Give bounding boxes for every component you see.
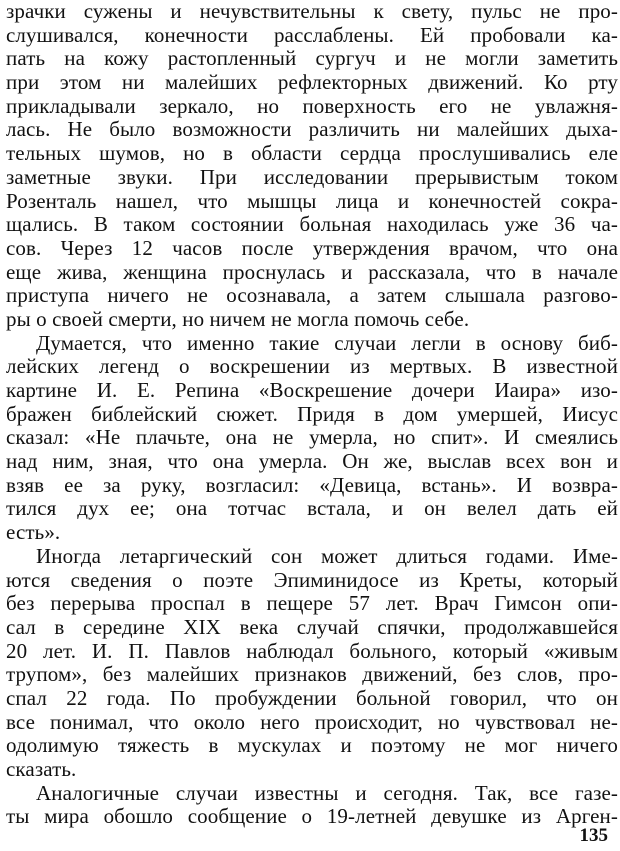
text-line: над ним, зная, что она умерла. Он же, выслав всех вон и [6, 450, 618, 474]
text-line: Иногда летаргический сон может длиться годами. Име- [36, 544, 618, 568]
text-line: взяв ее за руку, возгласил: «Девица, встань». И возвра- [6, 473, 618, 497]
text-line: 20 лет. И. П. Павлов наблюдал больного, который «живым [6, 639, 618, 663]
page-number: 135 [579, 825, 608, 846]
text-line: лейских легенд о воскрешении из мертвых. В известной [6, 355, 618, 379]
text-line: сал в середине XIX века случай спячки, продолжавшейся [6, 615, 618, 639]
text-line: ются сведения о поэте Эпиминидосе из Креты, который [6, 568, 618, 592]
text-line: слушивался, конечности расслаблены. Ей пробовали ка- [6, 23, 618, 47]
text-line: приступа ничего не осознавала, а затем слышала разгово- [6, 284, 618, 308]
text-line: ры о своей смерти, но ничем не могла помочь себе. [6, 307, 470, 331]
body-text [6, 0, 618, 829]
text-line: тельных шумов, но в области сердца прослушивались еле [6, 142, 618, 166]
text-line: Аналогичные случаи известны и сегодня. Так, все газе- [36, 781, 618, 805]
text-line: все понимал, что около него происходит, но чувствовал не- [6, 710, 618, 734]
text-line: бражен библейский сюжет. Придя в дом умершей, Иисус [6, 402, 618, 426]
text-line: трупом», без малейших признаков движений, без слов, про- [6, 663, 618, 687]
text-line: сов. Через 12 часов после утверждения врачом, что она [6, 236, 618, 260]
text-line: щались. В таком состоянии больная находилась уже 36 ча- [6, 213, 618, 237]
text-line: заметные звуки. При исследовании прерывистым током [6, 165, 618, 189]
text-line: при этом ни малейших рефлекторных движений. Ко рту [6, 71, 618, 95]
text-line: лась. Не было возможности различить ни малейших дыха- [6, 118, 618, 142]
text-line: ты мира обошло сообщение о 19-летней девушке из Арген- [6, 805, 618, 829]
text-line: Розенталь нашел, что мышцы лица и конечностей сокра- [6, 189, 618, 213]
text-line: есть». [6, 521, 61, 545]
text-line: картине И. Е. Репина «Воскрешение дочери Иаира» изо- [6, 379, 618, 402]
text-line: Думается, что именно такие случаи легли в основу биб- [36, 331, 618, 355]
text-line: сказать. [6, 758, 77, 781]
text-line: одолимую тяжесть в мускулах и поэтому не мог ничего [6, 734, 618, 758]
text-line: без перерыва проспал в пещере 57 лет. Врач Гимсон опи- [6, 592, 618, 616]
text-line: прикладывали зеркало, но поверхность его не увлажня- [6, 94, 618, 118]
text-line: еще жива, женщина проснулась и рассказала, что в начале [6, 260, 618, 284]
text-line: зрачки сужены и нечувствительны к свету, пульс не про- [6, 0, 618, 23]
text-line: тился дух ее; она тотчас встала, и он велел дать ей [6, 497, 618, 521]
text-line: сказал: «Не плачьте, она не умерла, но спит». И смеялись [6, 426, 618, 450]
text-line: пать на кожу растопленный сургуч и не могли заметить [6, 47, 618, 71]
text-line: спал 22 года. По пробуждении больной говорил, что он [6, 686, 618, 710]
